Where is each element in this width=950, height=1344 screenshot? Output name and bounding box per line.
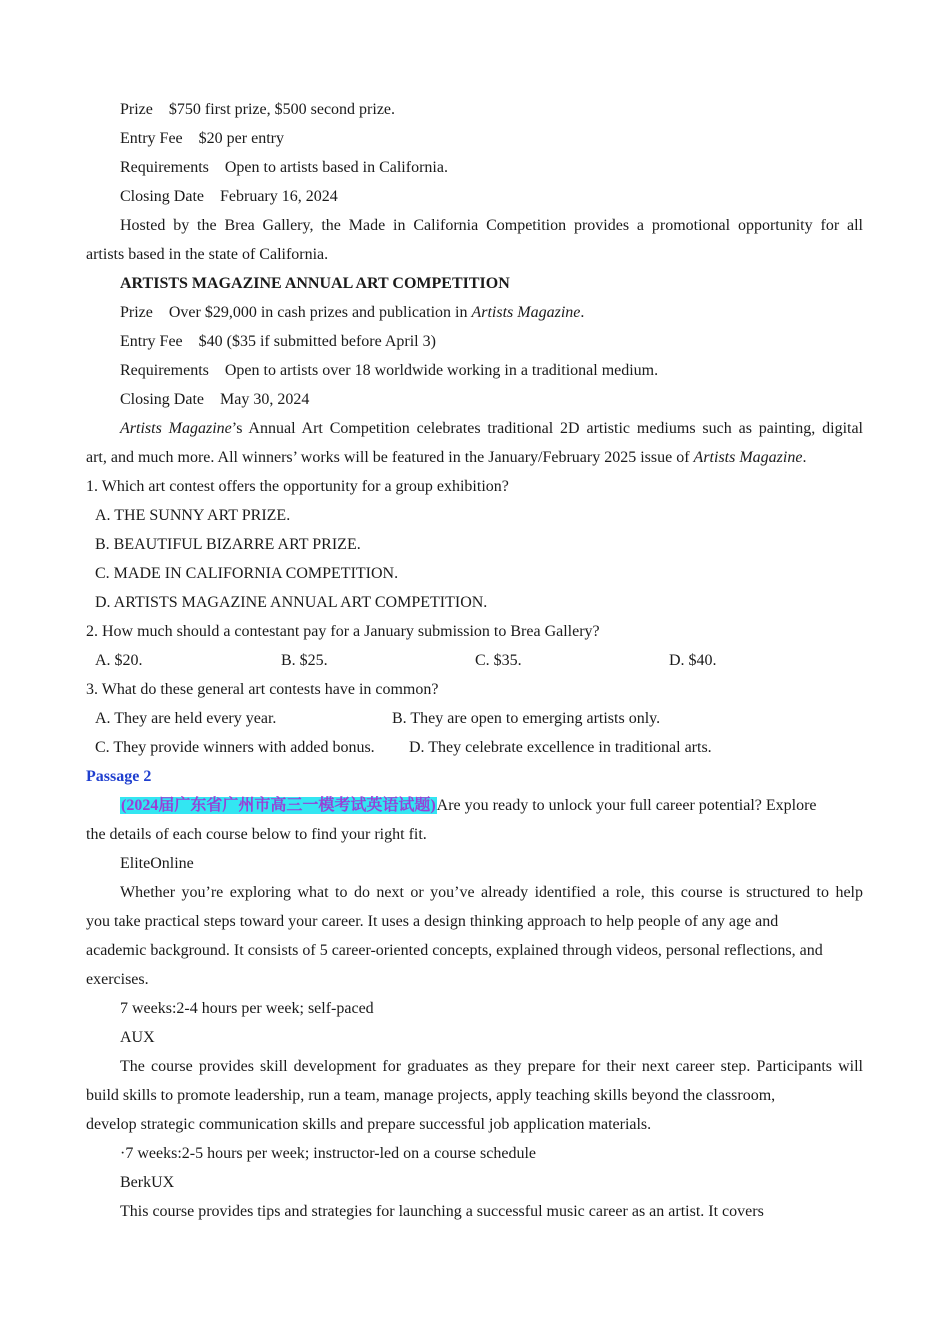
question-3-option-d: D. They celebrate excellence in traditional arts. <box>409 739 712 756</box>
question-3-option-c: C. They provide winners with added bonus. <box>95 739 375 756</box>
california-prize: Prize $750 first prize, $500 second prize. <box>120 101 396 118</box>
california-description-line2: artists based in the state of California. <box>86 246 329 263</box>
artists-magazine-entry-fee: Entry Fee $40 ($35 if submitted before April 3) <box>120 333 436 350</box>
question-1-option-d: D. ARTISTS MAGAZINE ANNUAL ART COMPETITION. <box>95 594 488 611</box>
course-berkux-desc-line1: This course provides tips and strategies for launching a successful music career as an artist. It covers <box>120 1203 764 1220</box>
question-3-options-row1 <box>86 704 863 733</box>
question-1-stem: 1. Which art contest offers the opportunity for a group exhibition? <box>86 478 509 495</box>
course-aux-desc-line3: develop strategic communication skills and prepare successful job application materials. <box>86 1116 652 1133</box>
question-3-options-row2 <box>86 733 863 762</box>
artists-magazine-description-line2: art, and much more. All winners’ works will be featured in the January/February 2025 issue of Artists Magazine. <box>86 449 807 466</box>
course-aux-schedule: ·7 weeks:2-5 hours per week; instructor-led on a course schedule <box>120 1145 536 1162</box>
question-3-stem: 3. What do these general art contests have in common? <box>86 681 439 698</box>
question-2-option-b: B. $25. <box>281 652 328 669</box>
course-elite-online-desc-line4: exercises. <box>86 971 149 988</box>
course-elite-online-desc-line1: Whether you’re exploring what to do next or you’ve already identified a role, this course is structured to help <box>120 884 863 901</box>
question-3-option-b: B. They are open to emerging artists only. <box>392 710 661 727</box>
course-elite-online-schedule: 7 weeks:2-4 hours per week; self-paced <box>120 1000 374 1017</box>
course-aux-name: AUX <box>120 1029 155 1046</box>
course-elite-online-name: EliteOnline <box>120 855 194 872</box>
question-2-option-d: D. $40. <box>669 652 717 669</box>
question-2-option-a: A. $20. <box>95 652 143 669</box>
question-1-option-a: A. THE SUNNY ART PRIZE. <box>95 507 291 524</box>
passage-2-heading: Passage 2 <box>86 768 152 785</box>
question-3-option-a: A. They are held every year. <box>95 710 277 727</box>
source-tag: (2024届广东省广州市高三一模考试英语试题) <box>121 797 436 814</box>
artists-magazine-requirements: Requirements Open to artists over 18 worldwide working in a traditional medium. <box>120 362 659 379</box>
artists-magazine-title: ARTISTS MAGAZINE ANNUAL ART COMPETITION <box>120 275 510 292</box>
california-requirements: Requirements Open to artists based in California. <box>120 159 448 176</box>
question-1-option-c: C. MADE IN CALIFORNIA COMPETITION. <box>95 565 399 582</box>
course-elite-online-desc-line2: you take practical steps toward your career. It uses a design thinking approach to help people of any age and <box>86 913 779 930</box>
course-aux-desc-line1: The course provides skill development for graduates as they prepare for their next career step. Participants will <box>120 1058 863 1075</box>
question-2-option-c: C. $35. <box>475 652 522 669</box>
artists-magazine-prize: Prize Over $29,000 in cash prizes and publication in Artists Magazine. <box>120 304 585 321</box>
passage-2-intro-line2: the details of each course below to find your right fit. <box>86 826 427 843</box>
course-elite-online-desc-line3: academic background. It consists of 5 career-oriented concepts, explained through videos, personal reflections, and <box>86 942 823 959</box>
passage-2-intro-line1: (2024届广东省广州市高三一模考试英语试题)Are you ready to unlock your full career potential? Explore <box>121 797 817 814</box>
course-aux-desc-line2: build skills to promote leadership, run a team, manage projects, apply teaching skills beyond the classroom, <box>86 1087 776 1104</box>
question-2-options <box>86 646 863 675</box>
question-2-stem: 2. How much should a contestant pay for a January submission to Brea Gallery? <box>86 623 600 640</box>
question-1-option-b: B. BEAUTIFUL BIZARRE ART PRIZE. <box>95 536 361 553</box>
artists-magazine-description-line1: Artists Magazine’s Annual Art Competition celebrates traditional 2D artistic mediums such as painting, digital <box>120 420 863 437</box>
california-description-line1: Hosted by the Brea Gallery, the Made in California Competition provides a promotional opportunity for all <box>120 217 863 234</box>
course-berkux-name: BerkUX <box>120 1174 175 1191</box>
california-closing-date: Closing Date February 16, 2024 <box>120 188 338 205</box>
artists-magazine-closing-date: Closing Date May 30, 2024 <box>120 391 310 408</box>
california-entry-fee: Entry Fee $20 per entry <box>120 130 284 147</box>
